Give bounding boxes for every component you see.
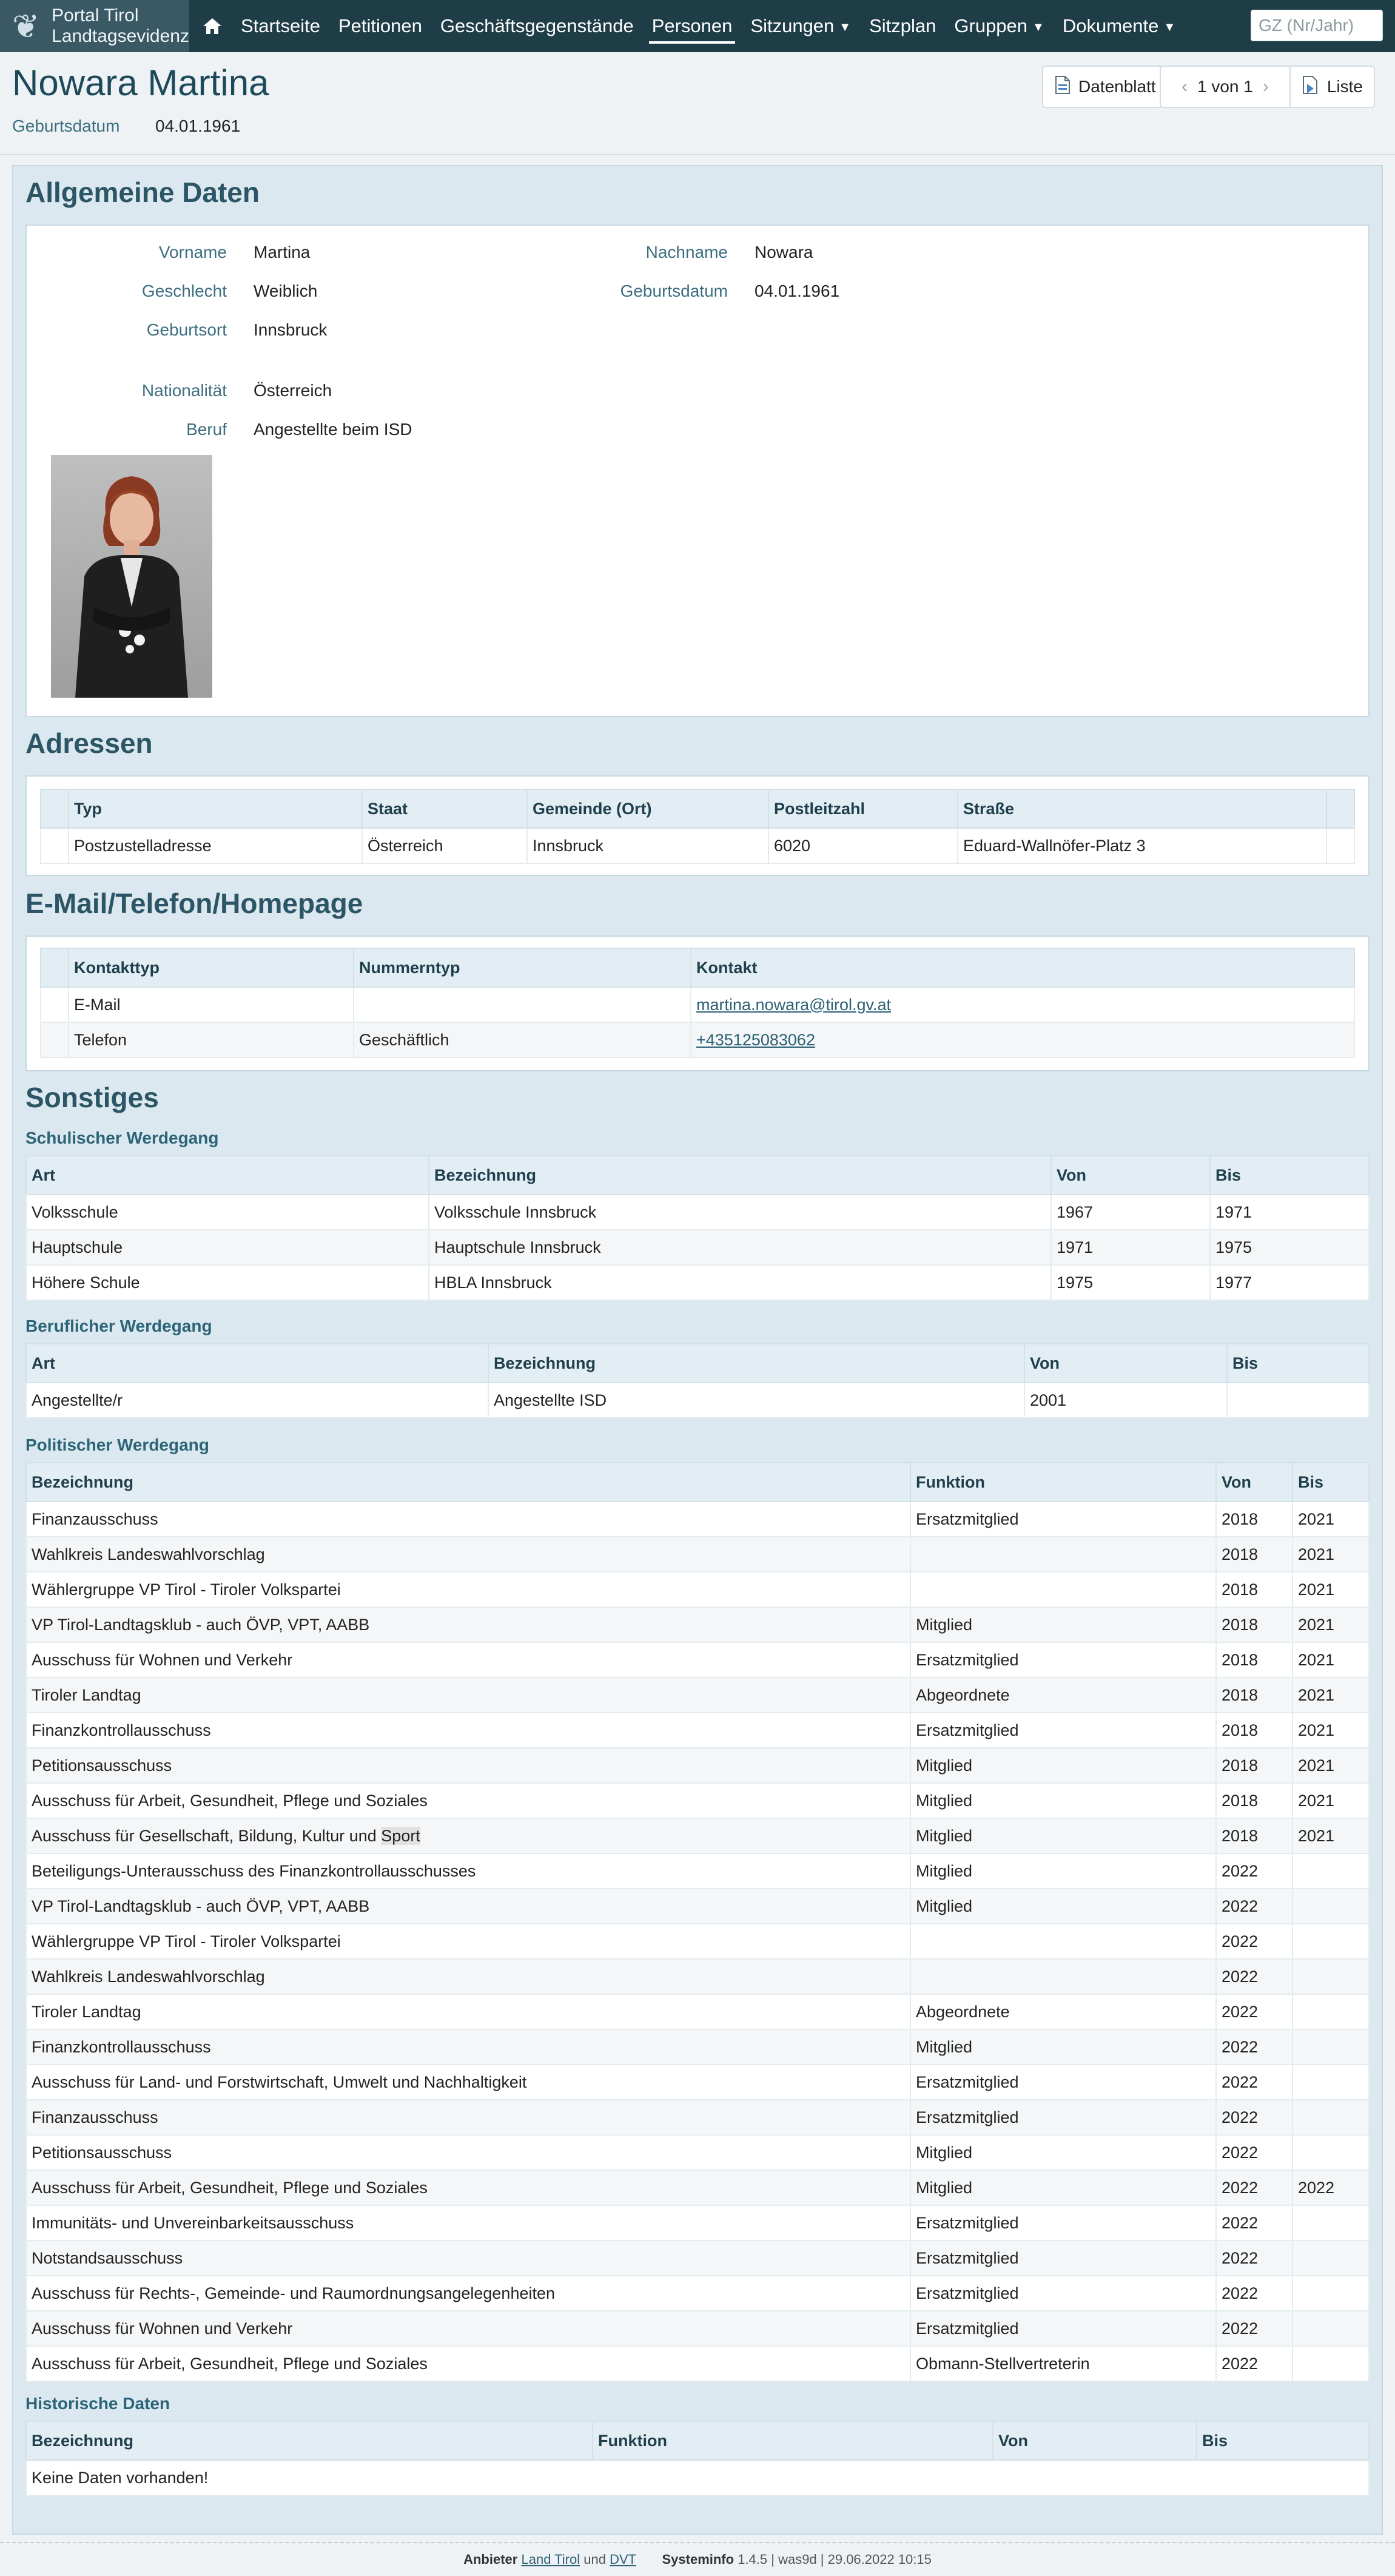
cell: Innsbruck <box>527 828 768 863</box>
cell: Ersatzmitglied <box>910 1502 1216 1537</box>
cell: Volksschule <box>26 1195 429 1230</box>
cell: Ausschuss für Wohnen und Verkehr <box>26 1642 910 1677</box>
column-header[interactable]: Von <box>1051 1156 1210 1195</box>
politischer-werdegang-table <box>25 1462 1370 2382</box>
person-detail-panel <box>12 165 1383 2535</box>
cell: Ausschuss für Arbeit, Gesundheit, Pflege und Soziales <box>26 2346 910 2381</box>
cell: Ersatzmitglied <box>910 2241 1216 2276</box>
column-header[interactable]: Typ <box>69 789 362 828</box>
logo-subtitle: Landtagsevidenz <box>52 26 189 46</box>
column-header[interactable]: Von <box>993 2421 1197 2460</box>
historische-daten-table <box>25 2421 1370 2496</box>
footer-und: und <box>583 2552 606 2567</box>
cell <box>910 1537 1216 1572</box>
table-row[interactable] <box>26 1959 1369 1994</box>
liste-label: Liste <box>1326 77 1363 96</box>
politischer-werdegang-title: Politischer Werdegang <box>25 1435 209 1454</box>
cell: Mitglied <box>910 1889 1216 1924</box>
cell: Postzustelladresse <box>69 828 362 863</box>
cell: Immunitäts- und Unvereinbarkeitsausschuss <box>26 2205 910 2241</box>
cell: Telefon <box>69 1022 354 1057</box>
cell: E-Mail <box>69 987 354 1022</box>
table-header-row <box>26 1463 1369 1502</box>
nav-item-startseite[interactable]: Startseite <box>241 15 320 36</box>
table-row[interactable] <box>26 1853 1369 1889</box>
cell: Ausschuss für Wohnen und Verkehr <box>26 2311 910 2346</box>
cell: 2022 <box>1216 2276 1292 2311</box>
vorname-label: Vorname <box>158 243 227 261</box>
document-icon <box>1054 75 1071 99</box>
table-row[interactable] <box>41 1022 1354 1057</box>
cell <box>1227 1383 1369 1418</box>
cell <box>1292 2100 1369 2135</box>
cell: 2022 <box>1216 2241 1292 2276</box>
cell <box>910 1924 1216 1959</box>
nav-item-sitzplan[interactable]: Sitzplan <box>869 15 936 36</box>
table-row[interactable] <box>26 2205 1369 2241</box>
cell <box>1292 2276 1369 2311</box>
table-row[interactable] <box>26 1889 1369 1924</box>
table-row[interactable] <box>26 2100 1369 2135</box>
table-row[interactable] <box>26 1783 1369 1818</box>
table-header-row <box>26 2421 1369 2460</box>
nav-item-gruppen[interactable] <box>945 0 1053 52</box>
table-row[interactable] <box>26 1677 1369 1713</box>
cell: 2021 <box>1292 1748 1369 1783</box>
table-row[interactable] <box>26 1265 1369 1300</box>
select-cell <box>41 828 69 863</box>
cell: Ausschuss für Arbeit, Gesundheit, Pflege und Soziales <box>26 1783 910 1818</box>
geburtsort-value: Innsbruck <box>254 320 328 339</box>
nachname-value: Nowara <box>755 243 813 261</box>
cell: Mitglied <box>910 2029 1216 2065</box>
section-title-allgemeine-daten: Allgemeine Daten <box>25 177 260 208</box>
cell: 2021 <box>1292 1713 1369 1748</box>
table-row[interactable] <box>26 2065 1369 2100</box>
cell: 1971 <box>1051 1230 1210 1265</box>
person-photo <box>51 455 212 698</box>
land-tirol-link[interactable]: Land Tirol <box>521 2552 580 2567</box>
cell: 2022 <box>1292 2170 1369 2205</box>
nav-item-personen[interactable]: Personen <box>643 0 742 52</box>
cell: 1967 <box>1051 1195 1210 1230</box>
table-row[interactable] <box>26 1572 1369 1607</box>
select-cell <box>41 1022 69 1057</box>
cell: 2018 <box>1216 1677 1292 1713</box>
geburtsdatum-value: 04.01.1961 <box>755 282 840 300</box>
adressen-table <box>40 789 1355 864</box>
cell: 2021 <box>1292 1502 1369 1537</box>
cell: 1971 <box>1210 1195 1369 1230</box>
datenblatt-label: Datenblatt <box>1078 77 1156 96</box>
cell: 2022 <box>1216 2135 1292 2170</box>
table-row[interactable] <box>26 2029 1369 2065</box>
beruf-value: Angestellte beim ISD <box>254 420 412 439</box>
nationalitaet-label: Nationalität <box>141 381 227 400</box>
cell <box>26 1818 910 1853</box>
cell: 1975 <box>1051 1265 1210 1300</box>
column-header[interactable]: Art <box>26 1344 488 1383</box>
table-row[interactable] <box>26 2170 1369 2205</box>
select-cell <box>41 987 69 1022</box>
cell: Mitglied <box>910 1607 1216 1642</box>
column-header[interactable]: Bezeichnung <box>429 1156 1051 1195</box>
cell: Mitglied <box>910 2135 1216 2170</box>
cell: 2022 <box>1216 2065 1292 2100</box>
table-row[interactable] <box>26 2311 1369 2346</box>
select-column-header <box>41 948 69 987</box>
cell: 2018 <box>1216 1642 1292 1677</box>
column-header[interactable]: Kontakt <box>691 948 1354 987</box>
cell: Mitglied <box>910 1853 1216 1889</box>
cell <box>1292 2346 1369 2381</box>
column-header[interactable]: Nummerntyp <box>354 948 691 987</box>
schulischer-werdegang-title: Schulischer Werdegang <box>25 1128 219 1147</box>
cell <box>1292 2311 1369 2346</box>
cell: Hauptschule <box>26 1230 429 1265</box>
cell: 2022 <box>1216 2346 1292 2381</box>
cell: Ersatzmitglied <box>910 1642 1216 1677</box>
cell: 6020 <box>768 828 958 863</box>
cell: Eduard-Wallnöfer-Platz 3 <box>958 828 1326 863</box>
column-header[interactable]: Bezeichnung <box>26 1463 910 1502</box>
cell: Wahlkreis Landeswahlvorschlag <box>26 1959 910 1994</box>
gz-search-input[interactable] <box>1251 10 1383 41</box>
cell: Mitglied <box>910 1818 1216 1853</box>
chevron-down-icon: ▼ <box>1032 20 1044 34</box>
table-row[interactable] <box>26 1994 1369 2029</box>
column-header[interactable]: Funktion <box>910 1463 1216 1502</box>
table-row[interactable] <box>26 1713 1369 1748</box>
cell: Finanzausschuss <box>26 1502 910 1537</box>
extra-column-header <box>1326 789 1354 828</box>
cell: 2021 <box>1292 1783 1369 1818</box>
table-header-row <box>41 789 1354 828</box>
table-row[interactable] <box>26 1607 1369 1642</box>
cell: Ersatzmitglied <box>910 2065 1216 2100</box>
cell: Petitionsausschuss <box>26 2135 910 2170</box>
table-header-row <box>26 1156 1369 1195</box>
list-document-icon <box>1302 75 1320 99</box>
vorname-value: Martina <box>254 243 311 261</box>
cell <box>354 987 691 1022</box>
cell: 2022 <box>1216 1924 1292 1959</box>
cell <box>1292 1924 1369 1959</box>
table-row[interactable] <box>26 2276 1369 2311</box>
table-row[interactable] <box>26 1195 1369 1230</box>
cell: Mitglied <box>910 2170 1216 2205</box>
geschlecht-value: Weiblich <box>254 282 318 300</box>
tirol-eagle-icon: ❦ <box>12 7 40 46</box>
cell: 2001 <box>1024 1383 1227 1418</box>
cell: Ersatzmitglied <box>910 2276 1216 2311</box>
cell <box>691 1022 1354 1057</box>
section-title-adressen: Adressen <box>25 727 153 759</box>
cell: Finanzkontrollausschuss <box>26 1713 910 1748</box>
cell: Finanzkontrollausschuss <box>26 2029 910 2065</box>
header-dob-value: 04.01.1961 <box>155 116 241 135</box>
cell: VP Tirol-Landtagsklub - auch ÖVP, VPT, AABB <box>26 1889 910 1924</box>
cell <box>910 1572 1216 1607</box>
email-link[interactable]: martina.nowara@tirol.gv.at <box>696 995 892 1014</box>
cell: 2022 <box>1216 2029 1292 2065</box>
cell: 2022 <box>1216 2205 1292 2241</box>
nationalitaet-value: Österreich <box>254 381 332 400</box>
cell <box>1292 2241 1369 2276</box>
pager-group <box>1160 66 1375 108</box>
table-row[interactable] <box>26 2241 1369 2276</box>
cell: 2018 <box>1216 1607 1292 1642</box>
historische-daten-title: Historische Daten <box>25 2394 170 2413</box>
table-row[interactable] <box>26 1383 1369 1418</box>
cell <box>1292 2029 1369 2065</box>
cell: 2018 <box>1216 1783 1292 1818</box>
table-row[interactable] <box>26 1642 1369 1677</box>
cell: Mitglied <box>910 1783 1216 1818</box>
beruflicher-werdegang-title: Beruflicher Werdegang <box>25 1317 212 1335</box>
cell: Angestellte ISD <box>488 1383 1024 1418</box>
page-title: Nowara Martina <box>12 62 269 103</box>
top-navbar <box>0 0 1395 52</box>
geschlecht-label: Geschlecht <box>141 282 227 300</box>
column-header[interactable]: Staat <box>362 789 527 828</box>
column-header[interactable]: Gemeinde (Ort) <box>527 789 768 828</box>
footer <box>0 2542 1395 2576</box>
pager-control <box>1161 67 1291 107</box>
cell: Volksschule Innsbruck <box>429 1195 1051 1230</box>
column-header[interactable]: Bis <box>1210 1156 1369 1195</box>
chevron-right-icon[interactable]: › <box>1262 76 1269 96</box>
cell: 2018 <box>1216 1713 1292 1748</box>
cell: 2021 <box>1292 1537 1369 1572</box>
table-row[interactable] <box>26 1230 1369 1265</box>
cell <box>691 987 1354 1022</box>
cell: Höhere Schule <box>26 1265 429 1300</box>
cell: Abgeordnete <box>910 1994 1216 2029</box>
header-dob-label: Geburtsdatum <box>12 116 120 135</box>
cell: Wahlkreis Landeswahlvorschlag <box>26 1537 910 1572</box>
cell: 2022 <box>1216 1994 1292 2029</box>
extra-cell <box>1326 828 1354 863</box>
home-icon[interactable] <box>193 0 232 52</box>
column-header[interactable]: Von <box>1216 1463 1292 1502</box>
cell <box>1292 2205 1369 2241</box>
column-header[interactable]: Bezeichnung <box>488 1344 1024 1383</box>
cell: 2021 <box>1292 1677 1369 1713</box>
cell <box>910 1959 1216 1994</box>
cell <box>1292 2135 1369 2170</box>
cell: 2018 <box>1216 1572 1292 1607</box>
section-title-sonstiges: Sonstiges <box>25 1082 159 1113</box>
column-header[interactable]: Art <box>26 1156 429 1195</box>
cell: 2018 <box>1216 1748 1292 1783</box>
cell: 2021 <box>1292 1818 1369 1853</box>
portal-logo[interactable] <box>0 0 189 52</box>
cell: Petitionsausschuss <box>26 1748 910 1783</box>
schulischer-werdegang-table <box>25 1155 1370 1301</box>
kontakt-table <box>40 948 1355 1058</box>
table-row[interactable] <box>41 987 1354 1022</box>
cell <box>1292 1889 1369 1924</box>
cell: Ersatzmitglied <box>910 1713 1216 1748</box>
cell: Hauptschule Innsbruck <box>429 1230 1051 1265</box>
table-row[interactable] <box>26 2135 1369 2170</box>
table-row[interactable] <box>26 1537 1369 1572</box>
table-row[interactable] <box>41 828 1354 863</box>
table-header-row <box>41 948 1354 987</box>
select-column-header <box>41 789 69 828</box>
table-row[interactable] <box>26 1818 1369 1853</box>
cell: Ersatzmitglied <box>910 2100 1216 2135</box>
cell <box>1292 1959 1369 1994</box>
liste-button[interactable] <box>1291 67 1374 107</box>
nachname-label: Nachname <box>645 243 728 261</box>
cell: Mitglied <box>910 1748 1216 1783</box>
nav-item-gruppen-label: Gruppen <box>954 15 1028 36</box>
main-nav <box>193 0 1185 52</box>
cell <box>1292 2065 1369 2100</box>
column-header[interactable]: Kontakttyp <box>69 948 354 987</box>
nav-item-sitzungen[interactable] <box>741 0 860 52</box>
chevron-down-icon: ▼ <box>839 20 852 34</box>
cell: 2018 <box>1216 1818 1292 1853</box>
cell: 1977 <box>1210 1265 1369 1300</box>
table-row[interactable] <box>26 1502 1369 1537</box>
geburtsdatum-label: Geburtsdatum <box>620 282 728 300</box>
footer-anbieter-label: Anbieter <box>463 2552 518 2567</box>
cell: 2021 <box>1292 1642 1369 1677</box>
nav-item-dokumente-label: Dokumente <box>1062 15 1159 36</box>
column-header[interactable]: Bis <box>1227 1344 1369 1383</box>
highlighted-text: Sport <box>381 1826 420 1845</box>
cell: Abgeordnete <box>910 1677 1216 1713</box>
cell: 2022 <box>1216 2311 1292 2346</box>
beruflicher-werdegang-table <box>25 1343 1370 1418</box>
footer-systeminfo-label: Systeminfo <box>662 2552 734 2567</box>
phone-link[interactable]: +435125083062 <box>696 1030 815 1049</box>
cell <box>1292 1853 1369 1889</box>
cell: HBLA Innsbruck <box>429 1265 1051 1300</box>
cell: 2022 <box>1216 1889 1292 1924</box>
chevron-left-icon[interactable]: ‹ <box>1182 76 1188 96</box>
cell: Wählergruppe VP Tirol - Tiroler Volkspartei <box>26 1924 910 1959</box>
cell: Angestellte/r <box>26 1383 488 1418</box>
cell-text: Ausschuss für Gesellschaft, Bildung, Kultur und <box>32 1826 382 1845</box>
datenblatt-group <box>1042 66 1168 108</box>
beruf-label: Beruf <box>186 420 227 439</box>
cell: Beteiligungs-Unterausschuss des Finanzkontrollausschusses <box>26 1853 910 1889</box>
cell: Ausschuss für Rechts-, Gemeinde- und Raumordnungsangelegenheiten <box>26 2276 910 2311</box>
cell: 2021 <box>1292 1572 1369 1607</box>
column-header[interactable]: Bis <box>1197 2421 1369 2460</box>
column-header[interactable]: Straße <box>958 789 1326 828</box>
cell: Ersatzmitglied <box>910 2205 1216 2241</box>
column-header[interactable]: Von <box>1024 1344 1227 1383</box>
dvt-link[interactable]: DVT <box>610 2552 636 2567</box>
table-row[interactable] <box>26 2346 1369 2381</box>
allgemeine-daten-box <box>25 224 1370 717</box>
table-header-row <box>26 1344 1369 1383</box>
cell: 2022 <box>1216 2170 1292 2205</box>
cell: 2022 <box>1216 1853 1292 1889</box>
person-header <box>0 52 1395 155</box>
geburtsort-label: Geburtsort <box>146 320 227 339</box>
cell: VP Tirol-Landtagsklub - auch ÖVP, VPT, AABB <box>26 1607 910 1642</box>
column-header[interactable]: Funktion <box>593 2421 993 2460</box>
nav-item-sitzungen-label: Sitzungen <box>750 15 835 36</box>
cell: Österreich <box>362 828 527 863</box>
cell: Ausschuss für Arbeit, Gesundheit, Pflege und Soziales <box>26 2170 910 2205</box>
chevron-down-icon: ▼ <box>1163 20 1176 34</box>
cell: 2022 <box>1216 1959 1292 1994</box>
cell: Obmann-Stellvertreterin <box>910 2346 1216 2381</box>
cell: Finanzausschuss <box>26 2100 910 2135</box>
datenblatt-button[interactable] <box>1043 67 1167 107</box>
nav-item-petitionen[interactable]: Petitionen <box>338 15 422 36</box>
cell: 1975 <box>1210 1230 1369 1265</box>
cell: 2018 <box>1216 1502 1292 1537</box>
cell: Ausschuss für Land- und Forstwirtschaft, Umwelt und Nachhaltigkeit <box>26 2065 910 2100</box>
cell <box>1292 1994 1369 2029</box>
footer-version: 1.4.5 | was9d | 29.06.2022 10:15 <box>738 2552 932 2567</box>
table-row[interactable] <box>26 1924 1369 1959</box>
nav-item-geschaeftsgegenstaende[interactable]: Geschäftsgegenstände <box>440 15 634 36</box>
column-header[interactable]: Bis <box>1292 1463 1369 1502</box>
nav-item-dokumente[interactable] <box>1054 0 1185 52</box>
pager-label: 1 von 1 <box>1197 77 1253 96</box>
cell: 2021 <box>1292 1607 1369 1642</box>
cell: Tiroler Landtag <box>26 1994 910 2029</box>
empty-message: Keine Daten vorhanden! <box>26 2460 1369 2495</box>
cell: Geschäftlich <box>354 1022 691 1057</box>
cell: Notstandsausschuss <box>26 2241 910 2276</box>
column-header[interactable]: Postleitzahl <box>768 789 958 828</box>
cell: Ersatzmitglied <box>910 2311 1216 2346</box>
logo-title: Portal Tirol <box>52 5 139 25</box>
cell: Tiroler Landtag <box>26 1677 910 1713</box>
cell: 2018 <box>1216 1537 1292 1572</box>
table-row <box>26 2460 1369 2495</box>
section-title-kontakt: E-Mail/Telefon/Homepage <box>25 888 363 919</box>
cell: 2022 <box>1216 2100 1292 2135</box>
table-row[interactable] <box>26 1748 1369 1783</box>
cell: Wählergruppe VP Tirol - Tiroler Volkspartei <box>26 1572 910 1607</box>
column-header[interactable]: Bezeichnung <box>26 2421 593 2460</box>
